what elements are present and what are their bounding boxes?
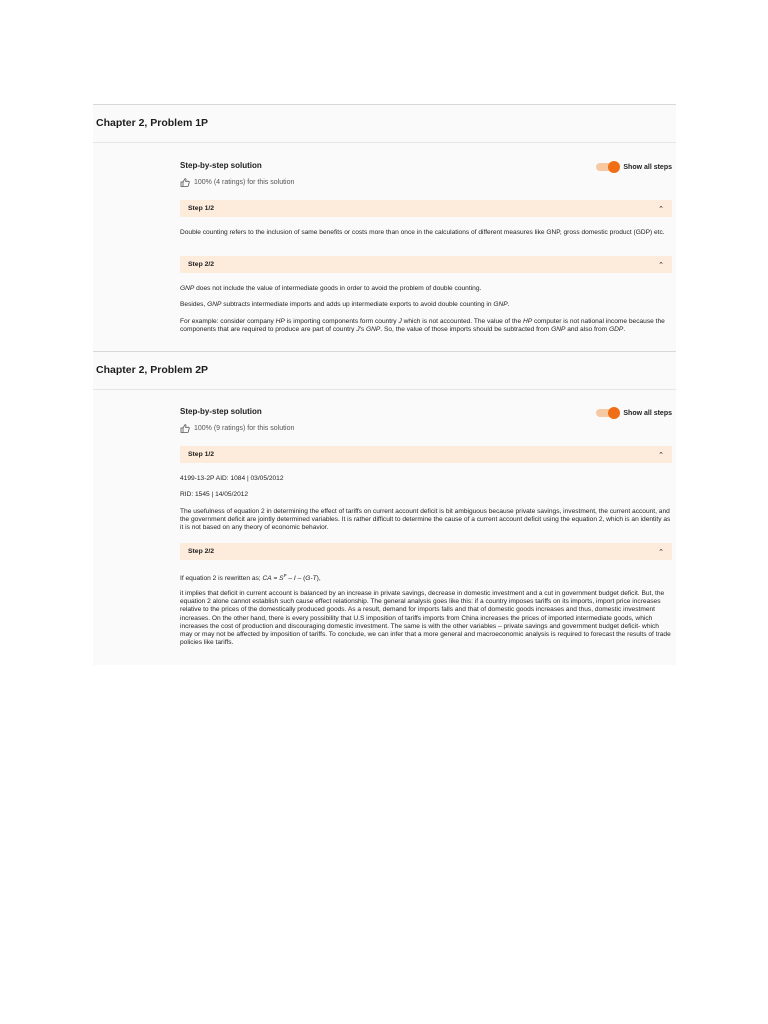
text: . <box>623 326 626 334</box>
rating <box>180 424 294 433</box>
step-1-text: Double counting refers to the inclusion of same benefits or costs more than once in the calculations of different measures like GNP, gross domestic product (GDP) etc. <box>180 229 665 236</box>
text: . So, the value of those imports should be subtracted from <box>380 326 552 334</box>
problem-2-section <box>93 351 676 665</box>
term-j: J <box>356 326 360 334</box>
problem-1-title: Chapter 2, Problem 1P <box>96 117 209 129</box>
rating-text: 100% (9 ratings) for this solution <box>194 425 295 432</box>
chevron-up-icon[interactable]: ⌃ <box>658 548 664 556</box>
var-s: S <box>279 575 284 583</box>
text: = <box>271 575 280 583</box>
solution-heading: Step-by-step solution <box>180 161 262 170</box>
var-ca: CA <box>262 575 272 583</box>
text: is importing components form country <box>284 318 399 325</box>
divider <box>93 389 676 390</box>
toggle-knob[interactable] <box>608 407 620 419</box>
toggle-track[interactable] <box>596 163 618 171</box>
rating-text: 100% (4 ratings) for this solution <box>194 179 295 186</box>
step-1-header[interactable] <box>180 446 672 463</box>
text: If equation 2 is rewritten as; <box>180 575 263 583</box>
solution-heading: Step-by-step solution <box>180 407 262 416</box>
step-label: Step 1/2 <box>188 451 215 458</box>
equation-line <box>180 572 672 583</box>
term-j: J <box>398 318 402 325</box>
text: - <box>310 575 313 583</box>
text: which is not accounted. The value of the <box>401 318 523 325</box>
problem-2-title: Chapter 2, Problem 2P <box>96 364 209 376</box>
text: does not include the value of intermediate goods in order to avoid the problem of double counting. <box>194 285 482 292</box>
text: and also from <box>565 326 610 334</box>
step-2-paragraph-3 <box>180 318 672 334</box>
text: Besides, <box>180 301 208 308</box>
toggle-knob[interactable] <box>608 161 620 173</box>
step-2-header[interactable] <box>180 256 672 273</box>
chevron-up-icon[interactable]: ⌃ <box>658 451 664 459</box>
problem-1-section <box>93 104 676 352</box>
term-gnp: GNP <box>366 326 381 334</box>
superscript: P <box>283 573 287 578</box>
term-gnp: GNP <box>180 285 195 292</box>
term-gdp: GDP <box>609 326 624 334</box>
var-t: T <box>312 575 317 583</box>
text: subtracts intermediate imports and adds up intermediate exports to avoid double counting in <box>221 301 494 308</box>
var-g: G <box>305 575 311 583</box>
text: 's <box>359 326 366 334</box>
term-hp: HP <box>275 318 285 325</box>
show-all-steps-toggle[interactable] <box>596 163 672 171</box>
rating <box>180 178 294 187</box>
step-2-header[interactable] <box>180 543 672 560</box>
thumbs-up-icon[interactable] <box>180 178 190 187</box>
term-gnp: GNP <box>493 301 508 308</box>
thumbs-up-icon[interactable] <box>180 424 190 433</box>
term-hp: HP <box>522 318 533 325</box>
text: computer is not national income because the components that are required to produce are part of country <box>180 318 665 334</box>
step-2-text: it implies that deficit in current account is balanced by an increase in private savings, decrease in domestic investment and a cut in government budget deficit. But, the equation 2 alone cannot establish such cause effect relationship. The general analysis goes like this: if a country imposes tariffs on its imports, import price increases relative to the prices of the domestically produced goods. As a result, demand for imports falls and that of domestic goods increases and thus, domestic investment increases. On the other hand, there is every possibility that U.S imposition of tariffs imports from China increases the prices of imported intermediate goods, which increases the cost of production and discouraging domestic investment. The same is with the other variables – private savings and government budget deficit- which may or may not be affected by imposition of tariffs. To conclude, we can infer that a more general and macroeconomic analysis is required to forecast the results of trade policies like tariffs. <box>180 590 671 647</box>
step-1-text: The usefulness of equation 2 in determining the effect of tariffs on current account deficit is bit ambiguous because private savings, investment, the current account, and the government deficit are jointly determined variables. It is rather difficult to determine the cause of a current account deficit using the equation 2, which is an identity as it is not based on any theory of economic behavior. <box>180 508 671 532</box>
text: – <box>286 575 294 583</box>
term-gnp: GNP <box>551 326 566 334</box>
show-all-steps-toggle[interactable] <box>596 409 672 417</box>
step-label: Step 2/2 <box>188 548 215 555</box>
step-label: Step 1/2 <box>188 205 215 212</box>
step-2-paragraph-2 <box>180 301 672 309</box>
text: – ( <box>295 575 306 583</box>
text: . <box>507 301 510 308</box>
text: For example: consider company <box>180 318 276 325</box>
step-1-meta-1: 4199-13-2P AID: 1084 | 03/05/2012 <box>180 475 284 482</box>
step-label: Step 2/2 <box>188 261 215 268</box>
toggle-track[interactable] <box>596 409 618 417</box>
divider <box>93 142 676 143</box>
step-1-header[interactable] <box>180 200 672 217</box>
text: ), <box>316 575 321 583</box>
chevron-up-icon[interactable]: ⌃ <box>658 261 664 269</box>
show-all-steps-label: Show all steps <box>623 163 672 171</box>
chevron-up-icon[interactable]: ⌃ <box>658 205 664 213</box>
var-i: I <box>293 575 296 583</box>
step-2-paragraph-1 <box>180 285 672 293</box>
step-1-meta-2: RID: 1545 | 14/05/2012 <box>180 491 249 498</box>
show-all-steps-label: Show all steps <box>623 409 672 417</box>
term-gnp: GNP <box>207 301 222 308</box>
